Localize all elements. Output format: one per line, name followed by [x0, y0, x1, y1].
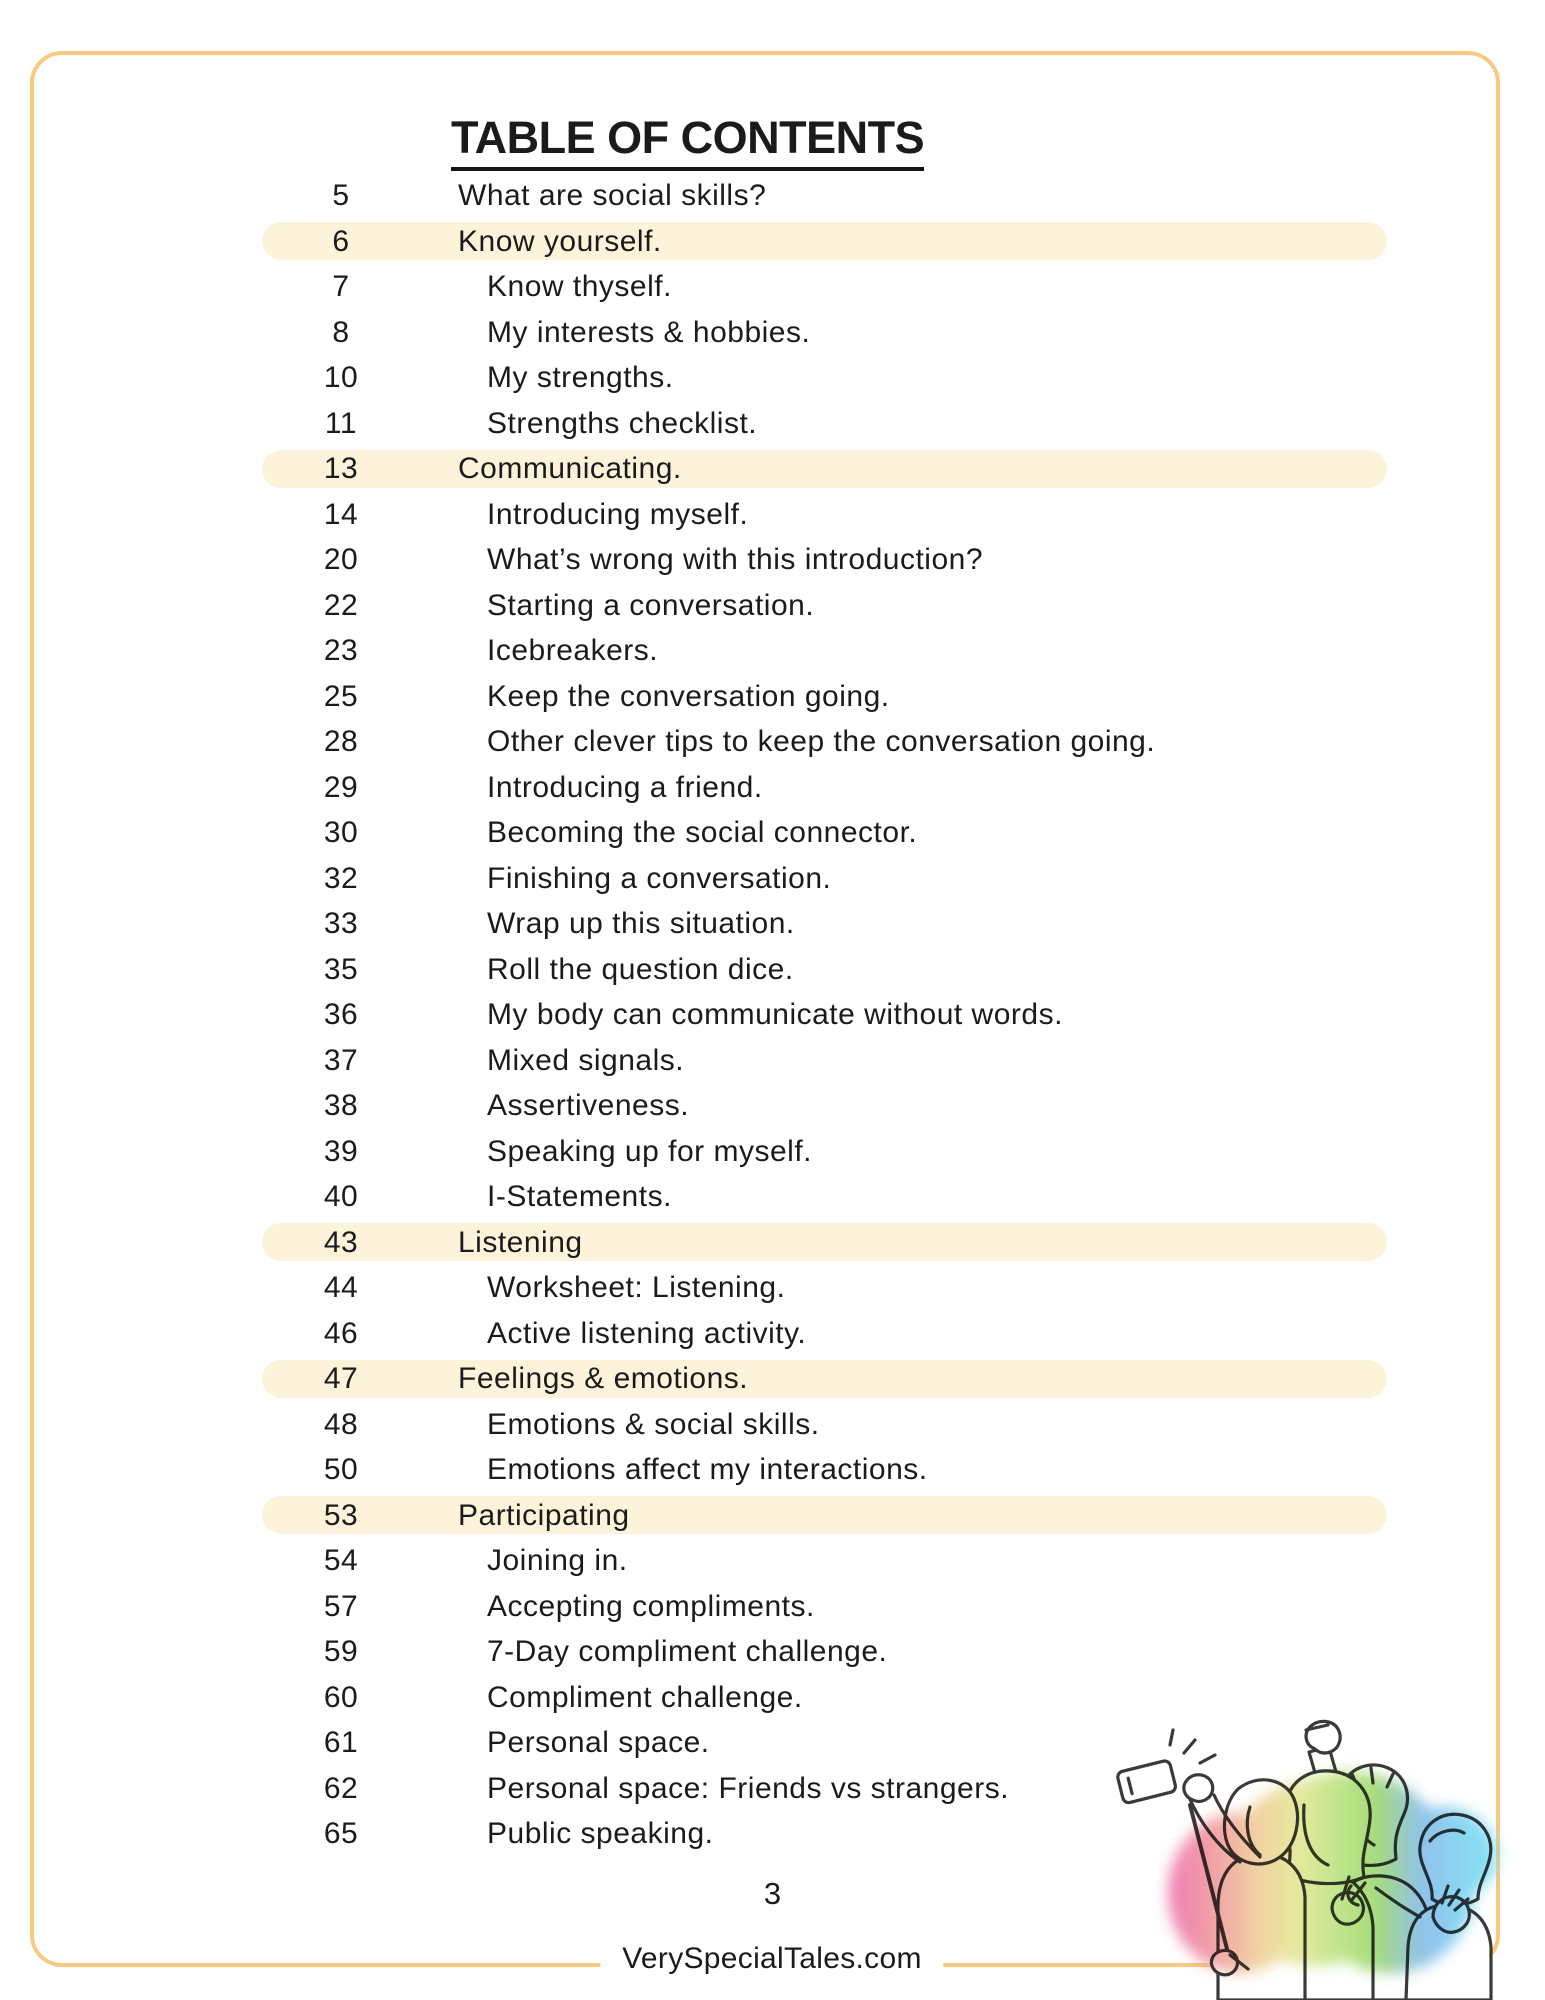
toc-row [0, 1265, 1545, 1311]
toc-entry-label: Public speaking. [487, 1817, 714, 1850]
toc-row [0, 1083, 1545, 1129]
toc-entry-label: 7-Day compliment challenge. [487, 1635, 888, 1668]
toc-row [0, 992, 1545, 1038]
toc-entry-label: Finishing a conversation. [487, 861, 832, 895]
toc-page-number: 8 [332, 315, 350, 349]
page-title: TABLE OF CONTENTS [451, 112, 924, 171]
toc-entry-label: Strengths checklist. [487, 406, 758, 440]
toc-page-number: 62 [323, 1771, 359, 1805]
toc-entry-label: Participating [458, 1498, 630, 1532]
toc-page-number: 20 [323, 543, 359, 576]
toc-page-number: 29 [323, 770, 359, 804]
toc-row [0, 310, 1545, 356]
toc-row [0, 219, 1545, 265]
toc-entry-label: Know thyself. [487, 270, 672, 303]
toc-entry-label: Compliment challenge. [487, 1680, 803, 1714]
toc-page-number: 22 [323, 588, 359, 622]
toc-page-number: 28 [323, 725, 359, 758]
toc-entry-label: Communicating. [458, 452, 682, 485]
selfie-phone-icon [1117, 1760, 1177, 1804]
section-highlight [262, 222, 1387, 260]
toc-entry-label: Personal space: Friends vs strangers. [487, 1771, 1010, 1805]
toc-entry-label: What are social skills? [458, 179, 767, 212]
toc-page-number: 44 [323, 1271, 359, 1304]
toc-row [0, 1538, 1545, 1584]
toc-page-number: 30 [323, 816, 359, 849]
toc-entry-label: My interests & hobbies. [487, 315, 811, 349]
toc-entry-label: My body can communicate without words. [487, 998, 1063, 1031]
toc-row [0, 810, 1545, 856]
toc-row [0, 264, 1545, 310]
toc-page-number: 46 [323, 1316, 359, 1350]
toc-row [0, 719, 1545, 765]
section-highlight [262, 1223, 1387, 1261]
toc-list [0, 173, 1545, 1857]
toc-page-number: 50 [323, 1453, 359, 1486]
group-selfie-illustration [1090, 1655, 1510, 2000]
toc-row [0, 1584, 1545, 1630]
toc-row [0, 1402, 1545, 1448]
toc-page-number: 61 [323, 1726, 359, 1759]
toc-page-number: 7 [332, 270, 350, 303]
toc-row [0, 1220, 1545, 1266]
toc-page-number: 33 [323, 907, 359, 940]
toc-page-number: 48 [323, 1407, 359, 1441]
toc-page-number: 10 [323, 361, 359, 394]
toc-entry-label: Worksheet: Listening. [487, 1271, 786, 1304]
toc-row [0, 1174, 1545, 1220]
section-highlight [262, 450, 1387, 488]
toc-row [0, 1447, 1545, 1493]
toc-page-number: 38 [323, 1089, 359, 1122]
toc-row [0, 583, 1545, 629]
toc-entry-label: Speaking up for myself. [487, 1134, 812, 1168]
toc-row [0, 355, 1545, 401]
toc-page-number: 60 [323, 1680, 359, 1714]
toc-page-number: 40 [323, 1180, 359, 1213]
toc-entry-label: What’s wrong with this introduction? [487, 543, 984, 576]
toc-page-number: 36 [323, 998, 359, 1031]
toc-page-number: 23 [323, 634, 359, 667]
toc-entry-label: Introducing a friend. [487, 770, 763, 804]
toc-row [0, 1493, 1545, 1539]
toc-page-number: 54 [323, 1544, 359, 1577]
toc-entry-label: Wrap up this situation. [487, 907, 795, 940]
toc-entry-label: Becoming the social connector. [487, 816, 918, 849]
toc-page-number: 13 [323, 452, 359, 485]
toc-entry-label: Feelings & emotions. [458, 1362, 749, 1395]
toc-page-number: 59 [323, 1635, 359, 1668]
toc-row [0, 173, 1545, 219]
page-number: 3 [763, 1876, 782, 1911]
toc-row [0, 674, 1545, 720]
toc-row [0, 401, 1545, 447]
section-highlight [262, 1496, 1387, 1534]
toc-entry-label: Personal space. [487, 1726, 710, 1759]
toc-page-number: 43 [323, 1225, 359, 1259]
toc-page-number: 6 [332, 224, 350, 258]
toc-page-number: 47 [323, 1362, 359, 1395]
toc-page-number: 39 [323, 1134, 359, 1168]
toc-entry-label: Know yourself. [458, 224, 662, 258]
toc-row [0, 1356, 1545, 1402]
toc-row [0, 492, 1545, 538]
toc-entry-label: Introducing myself. [487, 497, 749, 531]
toc-page-number: 57 [323, 1589, 359, 1623]
toc-entry-label: Accepting compliments. [487, 1589, 815, 1623]
toc-page-number: 14 [323, 497, 359, 531]
toc-entry-label: Icebreakers. [487, 634, 659, 667]
toc-entry-label: I-Statements. [487, 1180, 672, 1213]
toc-page-number: 65 [323, 1817, 359, 1850]
toc-row [0, 1311, 1545, 1357]
toc-entry-label: Emotions affect my interactions. [487, 1453, 928, 1486]
toc-page-number: 53 [323, 1498, 359, 1532]
toc-row [0, 856, 1545, 902]
toc-page-number: 5 [332, 179, 350, 212]
toc-page-number: 35 [323, 952, 359, 986]
toc-row [0, 947, 1545, 993]
section-highlight [262, 1360, 1387, 1398]
toc-entry-label: Starting a conversation. [487, 588, 815, 622]
toc-entry-label: Emotions & social skills. [487, 1407, 820, 1441]
toc-row [0, 1038, 1545, 1084]
toc-entry-label: Keep the conversation going. [487, 679, 890, 713]
toc-entry-label: Mixed signals. [487, 1043, 685, 1077]
footer-site-label: VerySpecialTales.com [600, 1942, 943, 1976]
toc-row [0, 537, 1545, 583]
toc-row [0, 628, 1545, 674]
toc-entry-label: Listening [458, 1225, 583, 1259]
camera-flash-sparkles [1170, 1730, 1215, 1763]
toc-entry-label: Other clever tips to keep the conversation going. [487, 725, 1156, 758]
toc-entry-label: Assertiveness. [487, 1089, 690, 1122]
toc-entry-label: Active listening activity. [487, 1316, 807, 1350]
toc-row [0, 901, 1545, 947]
toc-page-number: 37 [323, 1043, 359, 1077]
toc-page-number: 25 [323, 679, 359, 713]
toc-row [0, 1129, 1545, 1175]
toc-entry-label: My strengths. [487, 361, 674, 394]
toc-entry-label: Joining in. [487, 1544, 628, 1577]
toc-row [0, 765, 1545, 811]
toc-page-number: 32 [323, 861, 359, 895]
toc-page-number: 11 [324, 406, 358, 440]
toc-entry-label: Roll the question dice. [487, 952, 794, 986]
toc-row [0, 446, 1545, 492]
